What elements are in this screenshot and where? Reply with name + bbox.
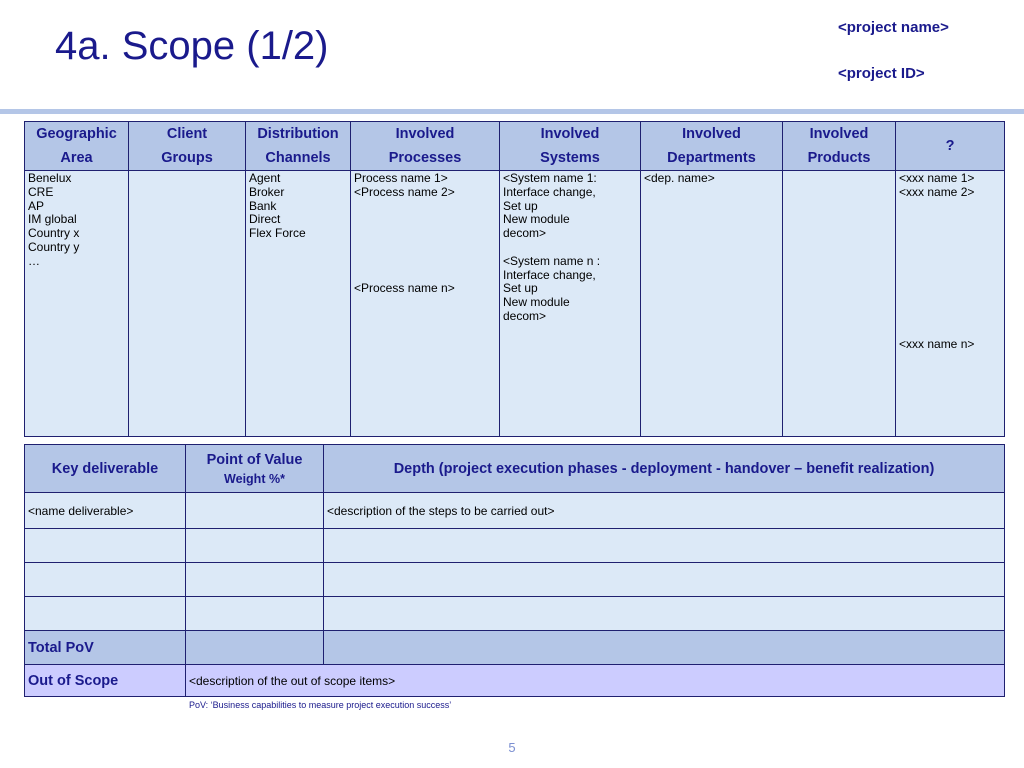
scope-cell-line: [899, 269, 1001, 283]
deliverable-cell-depth[interactable]: [324, 529, 1005, 563]
project-name: <project name>: [838, 19, 949, 36]
deliverable-cell-deliverable[interactable]: [25, 597, 186, 631]
scope-cell-line: [899, 310, 1001, 324]
scope-header-cell: [641, 122, 783, 171]
scope-cell[interactable]: [896, 171, 1005, 437]
scope-cell-line: Benelux: [28, 171, 72, 185]
project-id: <project ID>: [838, 65, 925, 82]
scope-cell-line: [899, 324, 1001, 338]
scope-cell-line: <dep. name>: [644, 171, 715, 185]
deliverable-cell-deliverable[interactable]: [25, 529, 186, 563]
scope-cell-line: <System name n :: [503, 253, 601, 268]
deliverable-cell-pov[interactable]: [186, 529, 324, 563]
scope-header-text: Groups: [161, 150, 213, 166]
scope-cell-line: New module: [503, 212, 570, 227]
scope-cell-line: Process name 1>: [354, 171, 448, 185]
header-weight-label: Weight %*: [224, 471, 285, 486]
scope-header-text: Involved: [395, 126, 455, 142]
out-of-scope-row: [25, 665, 1005, 697]
scope-cell-line: Direct: [249, 212, 281, 227]
scope-cell-line: [354, 213, 496, 227]
scope-header-cell: [896, 122, 1005, 171]
deliverable-cell-depth[interactable]: [324, 563, 1005, 597]
scope-cell-line: New module: [503, 295, 570, 310]
scope-cell-line: <System name 1:: [503, 171, 597, 185]
header-key-deliverable: Key deliverable: [25, 445, 186, 493]
total-pov-label: Total PoV: [25, 631, 186, 665]
scope-cell-line: <Process name n>: [354, 281, 455, 296]
scope-cell[interactable]: [351, 171, 500, 437]
scope-cell-line: CRE: [28, 184, 54, 199]
scope-cell-line: <xxx name n>: [899, 336, 975, 351]
deliverable-row: [25, 529, 1005, 563]
scope-cell-line: Flex Force: [249, 226, 306, 241]
scope-cell-line: [354, 241, 496, 255]
scope-header-text: Geographic: [36, 126, 117, 142]
header-point-of-value: [186, 445, 324, 493]
scope-header-text: ?: [945, 138, 955, 154]
scope-header-text: Channels: [265, 150, 331, 166]
scope-cell-line: [354, 200, 496, 214]
scope-cell-line: Agent: [249, 171, 281, 185]
scope-body-row: [25, 171, 1005, 437]
out-of-scope-description[interactable]: <description of the out of scope items>: [186, 665, 1005, 697]
scope-header-row: [25, 122, 1005, 171]
scope-cell[interactable]: [641, 171, 783, 437]
scope-cell-line: [899, 296, 1001, 310]
deliverable-cell-depth[interactable]: [324, 597, 1005, 631]
scope-cell-line: decom>: [503, 308, 547, 323]
scope-cell[interactable]: [500, 171, 641, 437]
scope-cell[interactable]: [129, 171, 246, 437]
scope-cell-line: [354, 227, 496, 241]
scope-cell-line: Country x: [28, 226, 80, 241]
scope-cell-line: …: [28, 253, 40, 268]
total-pov-row: [25, 631, 1005, 665]
deliverable-cell-pov[interactable]: [186, 563, 324, 597]
deliverable-row: [25, 563, 1005, 597]
deliverable-cell-pov[interactable]: [186, 493, 324, 529]
deliverables-header-row: [25, 445, 1005, 493]
scope-header-text: Area: [60, 150, 93, 166]
scope-cell-line: <Process name 2>: [354, 184, 455, 199]
deliverable-row: [25, 597, 1005, 631]
scope-header-text: Involved: [682, 126, 741, 142]
scope-cell-line: [899, 255, 1001, 269]
scope-header-text: Involved: [540, 126, 600, 142]
scope-header-text: Systems: [540, 150, 600, 166]
scope-cell-line: [899, 200, 1001, 214]
scope-header-cell: [129, 122, 246, 171]
page-number: 5: [508, 740, 516, 755]
scope-cell-line: <xxx name 2>: [899, 184, 975, 199]
scope-header-text: Products: [807, 150, 871, 166]
scope-cell-line: [354, 269, 496, 283]
footnote: PoV: ‘Business capabilities to measure project execution success’: [189, 700, 452, 710]
total-pov-value[interactable]: [186, 631, 324, 665]
header-pov-label: Point of Value: [206, 451, 303, 468]
scope-cell[interactable]: [25, 171, 129, 437]
scope-header-text: Involved: [809, 126, 869, 142]
slide-title: 4a. Scope (1/2): [55, 24, 329, 68]
scope-cell-line: AP: [28, 198, 45, 213]
scope-cell-line: decom>: [503, 226, 547, 241]
scope-cell-line: Country y: [28, 239, 80, 254]
scope-header-text: Distribution: [257, 126, 339, 142]
scope-cell-line: Interface change,: [503, 267, 596, 282]
out-of-scope-label: Out of Scope: [25, 665, 186, 697]
deliverable-cell-pov[interactable]: [186, 597, 324, 631]
scope-header-cell: [246, 122, 351, 171]
header-divider: [0, 109, 1024, 114]
scope-cell[interactable]: [246, 171, 351, 437]
scope-header-text: Departments: [667, 150, 756, 166]
scope-header-cell: [25, 122, 129, 171]
scope-cell-line: Bank: [249, 198, 277, 213]
deliverable-cell-deliverable[interactable]: <name deliverable>: [25, 493, 186, 529]
scope-header-cell: [351, 122, 500, 171]
scope-cell-line: [899, 282, 1001, 296]
scope-cell-line: [899, 213, 1001, 227]
scope-cell-line: Set up: [503, 198, 538, 213]
deliverable-row: [25, 493, 1005, 529]
scope-header-text: Processes: [388, 150, 462, 166]
scope-cell-line: <xxx name 1>: [899, 171, 975, 185]
scope-cell-line: Broker: [249, 184, 285, 199]
header-depth: Depth (project execution phases - deployment - handover – benefit realization): [324, 445, 1005, 493]
total-pov-depth[interactable]: [324, 631, 1005, 665]
scope-header-cell: [783, 122, 896, 171]
deliverables-table: [24, 444, 1005, 697]
scope-cell-line: [503, 241, 637, 255]
scope-header-cell: [500, 122, 641, 171]
scope-cell-line: IM global: [28, 212, 77, 227]
scope-cell-line: [899, 241, 1001, 255]
scope-cell-line: Interface change,: [503, 184, 596, 199]
scope-cell-line: Set up: [503, 281, 538, 296]
scope-header-text: Client: [166, 126, 208, 142]
scope-cell-line: [899, 227, 1001, 241]
scope-cell-line: [354, 255, 496, 269]
deliverable-cell-depth[interactable]: <description of the steps to be carried out>: [324, 493, 1005, 529]
scope-cell[interactable]: [783, 171, 896, 437]
scope-table: [24, 121, 1005, 437]
deliverable-cell-deliverable[interactable]: [25, 563, 186, 597]
